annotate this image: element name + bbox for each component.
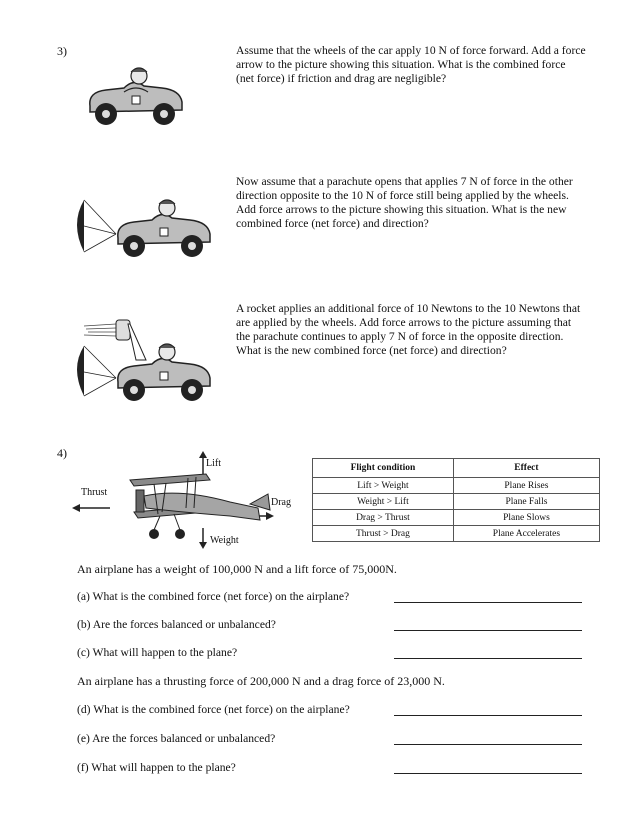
q3-part2-text: Now assume that a parachute opens that applies 7 N of force in the other direction opposite to the 10 N of force still being applied by the wheels. Add force arrows to the picture showing this situation. What is the new combined force (net force) and direction? xyxy=(236,175,573,230)
race-car-rocket-image xyxy=(70,316,220,404)
table-row xyxy=(313,510,600,526)
lift-label: Lift xyxy=(206,458,221,469)
answer-line-c[interactable] xyxy=(394,657,582,659)
answer-line-f[interactable] xyxy=(394,772,582,774)
table-row xyxy=(313,478,600,494)
table-cell: Thrust > Drag xyxy=(313,526,454,542)
q3-part3-text: A rocket applies an additional force of 10 Newtons to the 10 Newtons that are applied by the wheels. Add force arrows to the picture assuming that the parachute continues to apply 7 N of force in the opposite direction. What is the new combined force (net force) and direction? xyxy=(236,302,581,357)
scenario-1-text: An airplane has a weight of 100,000 N and a lift force of 75,000N. xyxy=(77,562,397,576)
question-e-text: (e) Are the forces balanced or unbalanced? xyxy=(77,732,276,745)
scenario-2-text: An airplane has a thrusting force of 200,000 N and a drag force of 23,000 N. xyxy=(77,674,445,688)
question-b-text: (b) Are the forces balanced or unbalanced? xyxy=(77,618,276,631)
table-header: Flight condition xyxy=(313,459,454,478)
table-cell: Lift > Weight xyxy=(313,478,454,494)
answer-line-d[interactable] xyxy=(394,714,582,716)
answer-line-a[interactable] xyxy=(394,601,582,603)
weight-label: Weight xyxy=(210,535,239,546)
question-c-text: (c) What will happen to the plane? xyxy=(77,646,238,659)
question-4-number: 4) xyxy=(57,446,67,460)
table-cell: Plane Accelerates xyxy=(453,526,599,542)
table-cell: Plane Falls xyxy=(453,494,599,510)
drag-label: Drag xyxy=(271,497,291,508)
table-cell: Weight > Lift xyxy=(313,494,454,510)
answer-line-e[interactable] xyxy=(394,743,582,745)
airplane-forces-diagram xyxy=(70,450,300,550)
question-a-text: (a) What is the combined force (net force) on the airplane? xyxy=(77,590,350,603)
table-cell: Plane Rises xyxy=(453,478,599,494)
thrust-label: Thrust xyxy=(81,487,108,498)
race-car-image xyxy=(84,62,188,130)
q3-part1-text: Assume that the wheels of the car apply 10 N of force forward. Add a force arrow to the picture showing this situation. What is the combined force (net force) if friction and drag are negligible? xyxy=(236,44,586,85)
answer-line-b[interactable] xyxy=(394,629,582,631)
table-row xyxy=(313,526,600,542)
flight-condition-table xyxy=(312,458,600,542)
table-cell: Drag > Thrust xyxy=(313,510,454,526)
table-header: Effect xyxy=(453,459,599,478)
table-header-row xyxy=(313,459,600,478)
table-cell: Plane Slows xyxy=(453,510,599,526)
race-car-parachute-image xyxy=(70,194,216,262)
question-3-number: 3) xyxy=(57,44,67,58)
table-row xyxy=(313,494,600,510)
question-d-text: (d) What is the combined force (net force) on the airplane? xyxy=(77,703,350,716)
question-f-text: (f) What will happen to the plane? xyxy=(77,761,236,774)
